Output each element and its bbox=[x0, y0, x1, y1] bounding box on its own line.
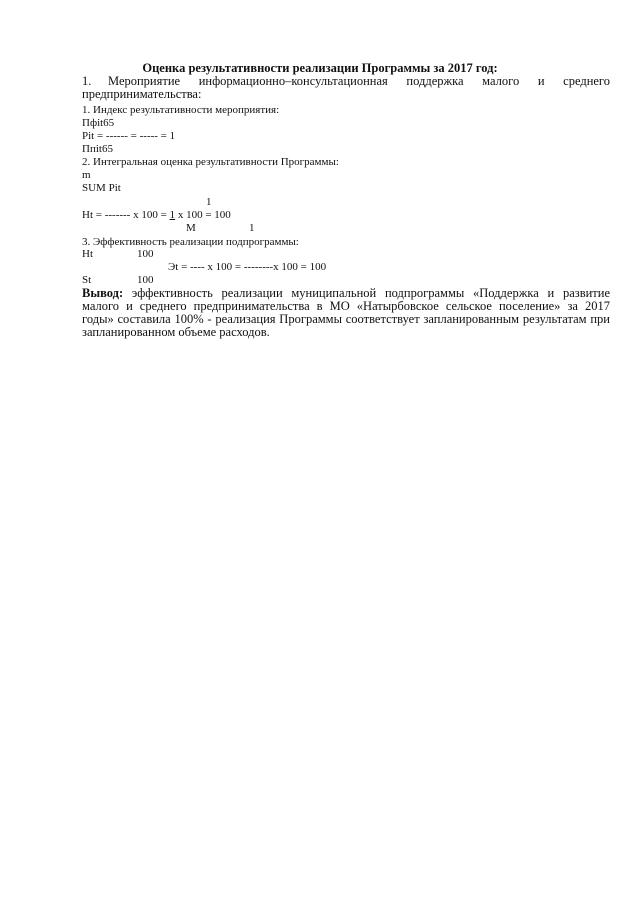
ht-denominator-one: 1 bbox=[249, 222, 255, 234]
ppit-label: Ппit65 bbox=[82, 143, 113, 155]
et-formula: Эt = ---- x 100 = --------x 100 = 100 bbox=[168, 261, 327, 273]
item1-text-cont: предпринимательства: bbox=[82, 87, 202, 101]
document-title: Оценка результативности реализации Программы за 2017 год: bbox=[142, 61, 498, 75]
pfit-label: Пфit65 bbox=[82, 117, 115, 129]
ht-value: 100 bbox=[137, 248, 154, 260]
item1-text: Мероприятие информационно–консультационная поддержка малого и среднего bbox=[108, 74, 610, 88]
conclusion-line-1: Вывод: эффективность реализации муниципальной подпрограммы «Поддержка и развитие bbox=[82, 286, 610, 300]
conclusion-line-2: малого и среднего предпринимательства в МО «Натырбовское сельское поселение» за 2017 bbox=[82, 299, 610, 313]
pit-formula: Pit = ------ = ----- = 1 bbox=[82, 130, 176, 142]
item1-number: 1. bbox=[82, 74, 92, 88]
conclusion-line-4: запланированном объеме расходов. bbox=[82, 325, 270, 339]
index-heading: 1. Индекс результативности мероприятия: bbox=[82, 104, 280, 116]
m-label: m bbox=[82, 169, 91, 181]
eff-heading: 3. Эффективность реализации подпрограммы: bbox=[82, 236, 299, 248]
ht-formula: Ht = ------- x 100 = 1 x 100 = 100 bbox=[82, 209, 231, 221]
conclusion-label: Вывод: bbox=[82, 286, 124, 300]
st-value: 100 bbox=[137, 274, 154, 286]
ht-numerator-one: 1 bbox=[206, 196, 212, 208]
st-label: St bbox=[82, 274, 92, 286]
ht-denominator-m: M bbox=[186, 222, 196, 234]
conclusion-line-3: годы» составила 100% - реализация Программы соответствует запланированным результатам при bbox=[82, 312, 610, 326]
ht-label: Ht bbox=[82, 248, 93, 260]
integral-heading: 2. Интегральная оценка результативности Программы: bbox=[82, 156, 339, 168]
sum-pit-label: SUM Pit bbox=[82, 182, 121, 194]
